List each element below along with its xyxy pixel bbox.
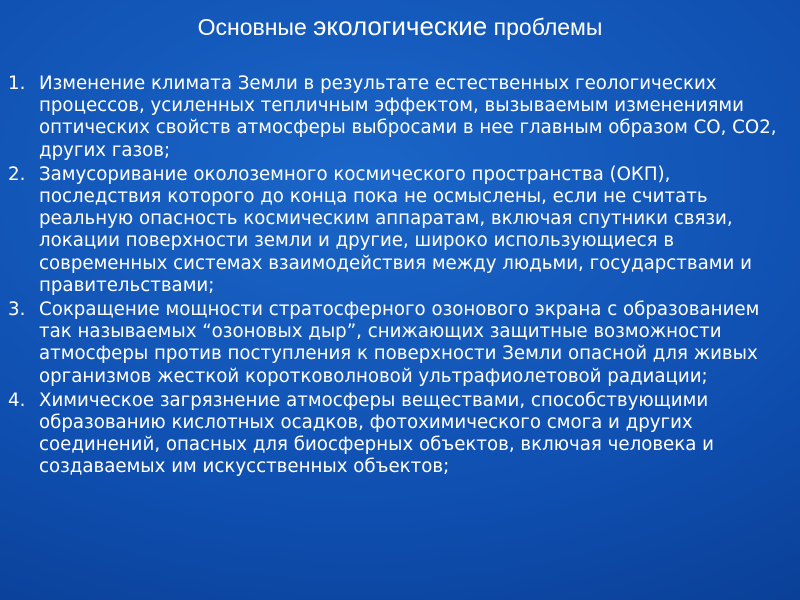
item-number: 3. [8, 299, 26, 321]
problem-item-3 [8, 299, 794, 388]
item-text: Химическое загрязнение атмосферы веществами, способствующими образованию кислотных осадков, фотохимического смога и других соединений, опасных для биосферных объектов, включая человека и создаваемых им искусственных объектов; [39, 389, 714, 478]
slide-title-suffix: проблемы [487, 14, 603, 40]
slide-title-emphasis: экологические [313, 11, 488, 41]
problem-item-1 [8, 73, 794, 162]
item-number: 4. [8, 389, 26, 411]
item-number: 2. [8, 163, 26, 185]
slide-title [0, 10, 800, 43]
item-text: Замусоривание околоземного космического пространства (ОКП), последствия которого до конца пока не осмыслены, если не считать реальную опасность космическим аппаратам, включая спутники связи, локации поверхности земли и другие, широко использующиеся в современных системах взаимодействия между людьми, государствами и правительствами; [39, 163, 752, 296]
item-text: Изменение климата Земли в результате естественных геологических процессов, усиленных тепличным эффектом, вызываемым изменениями оптических свойств атмосферы выбросами в нее главным образом CO, CO2, других газов; [39, 73, 777, 161]
problem-list [8, 73, 794, 481]
problem-item-4 [8, 390, 794, 479]
item-number: 1. [8, 73, 26, 94]
slide-title-prefix: Основные [197, 14, 314, 40]
item-text: Сокращение мощности стратосферного озонового экрана с образованием так называемых “озоновых дыр”, снижающих защитные возможности атмосферы против поступления к поверхности Земли опасной для живых организмов жесткой коротковолновой ультрафиолетовой радиации; [39, 299, 760, 387]
problem-item-2 [8, 164, 794, 297]
